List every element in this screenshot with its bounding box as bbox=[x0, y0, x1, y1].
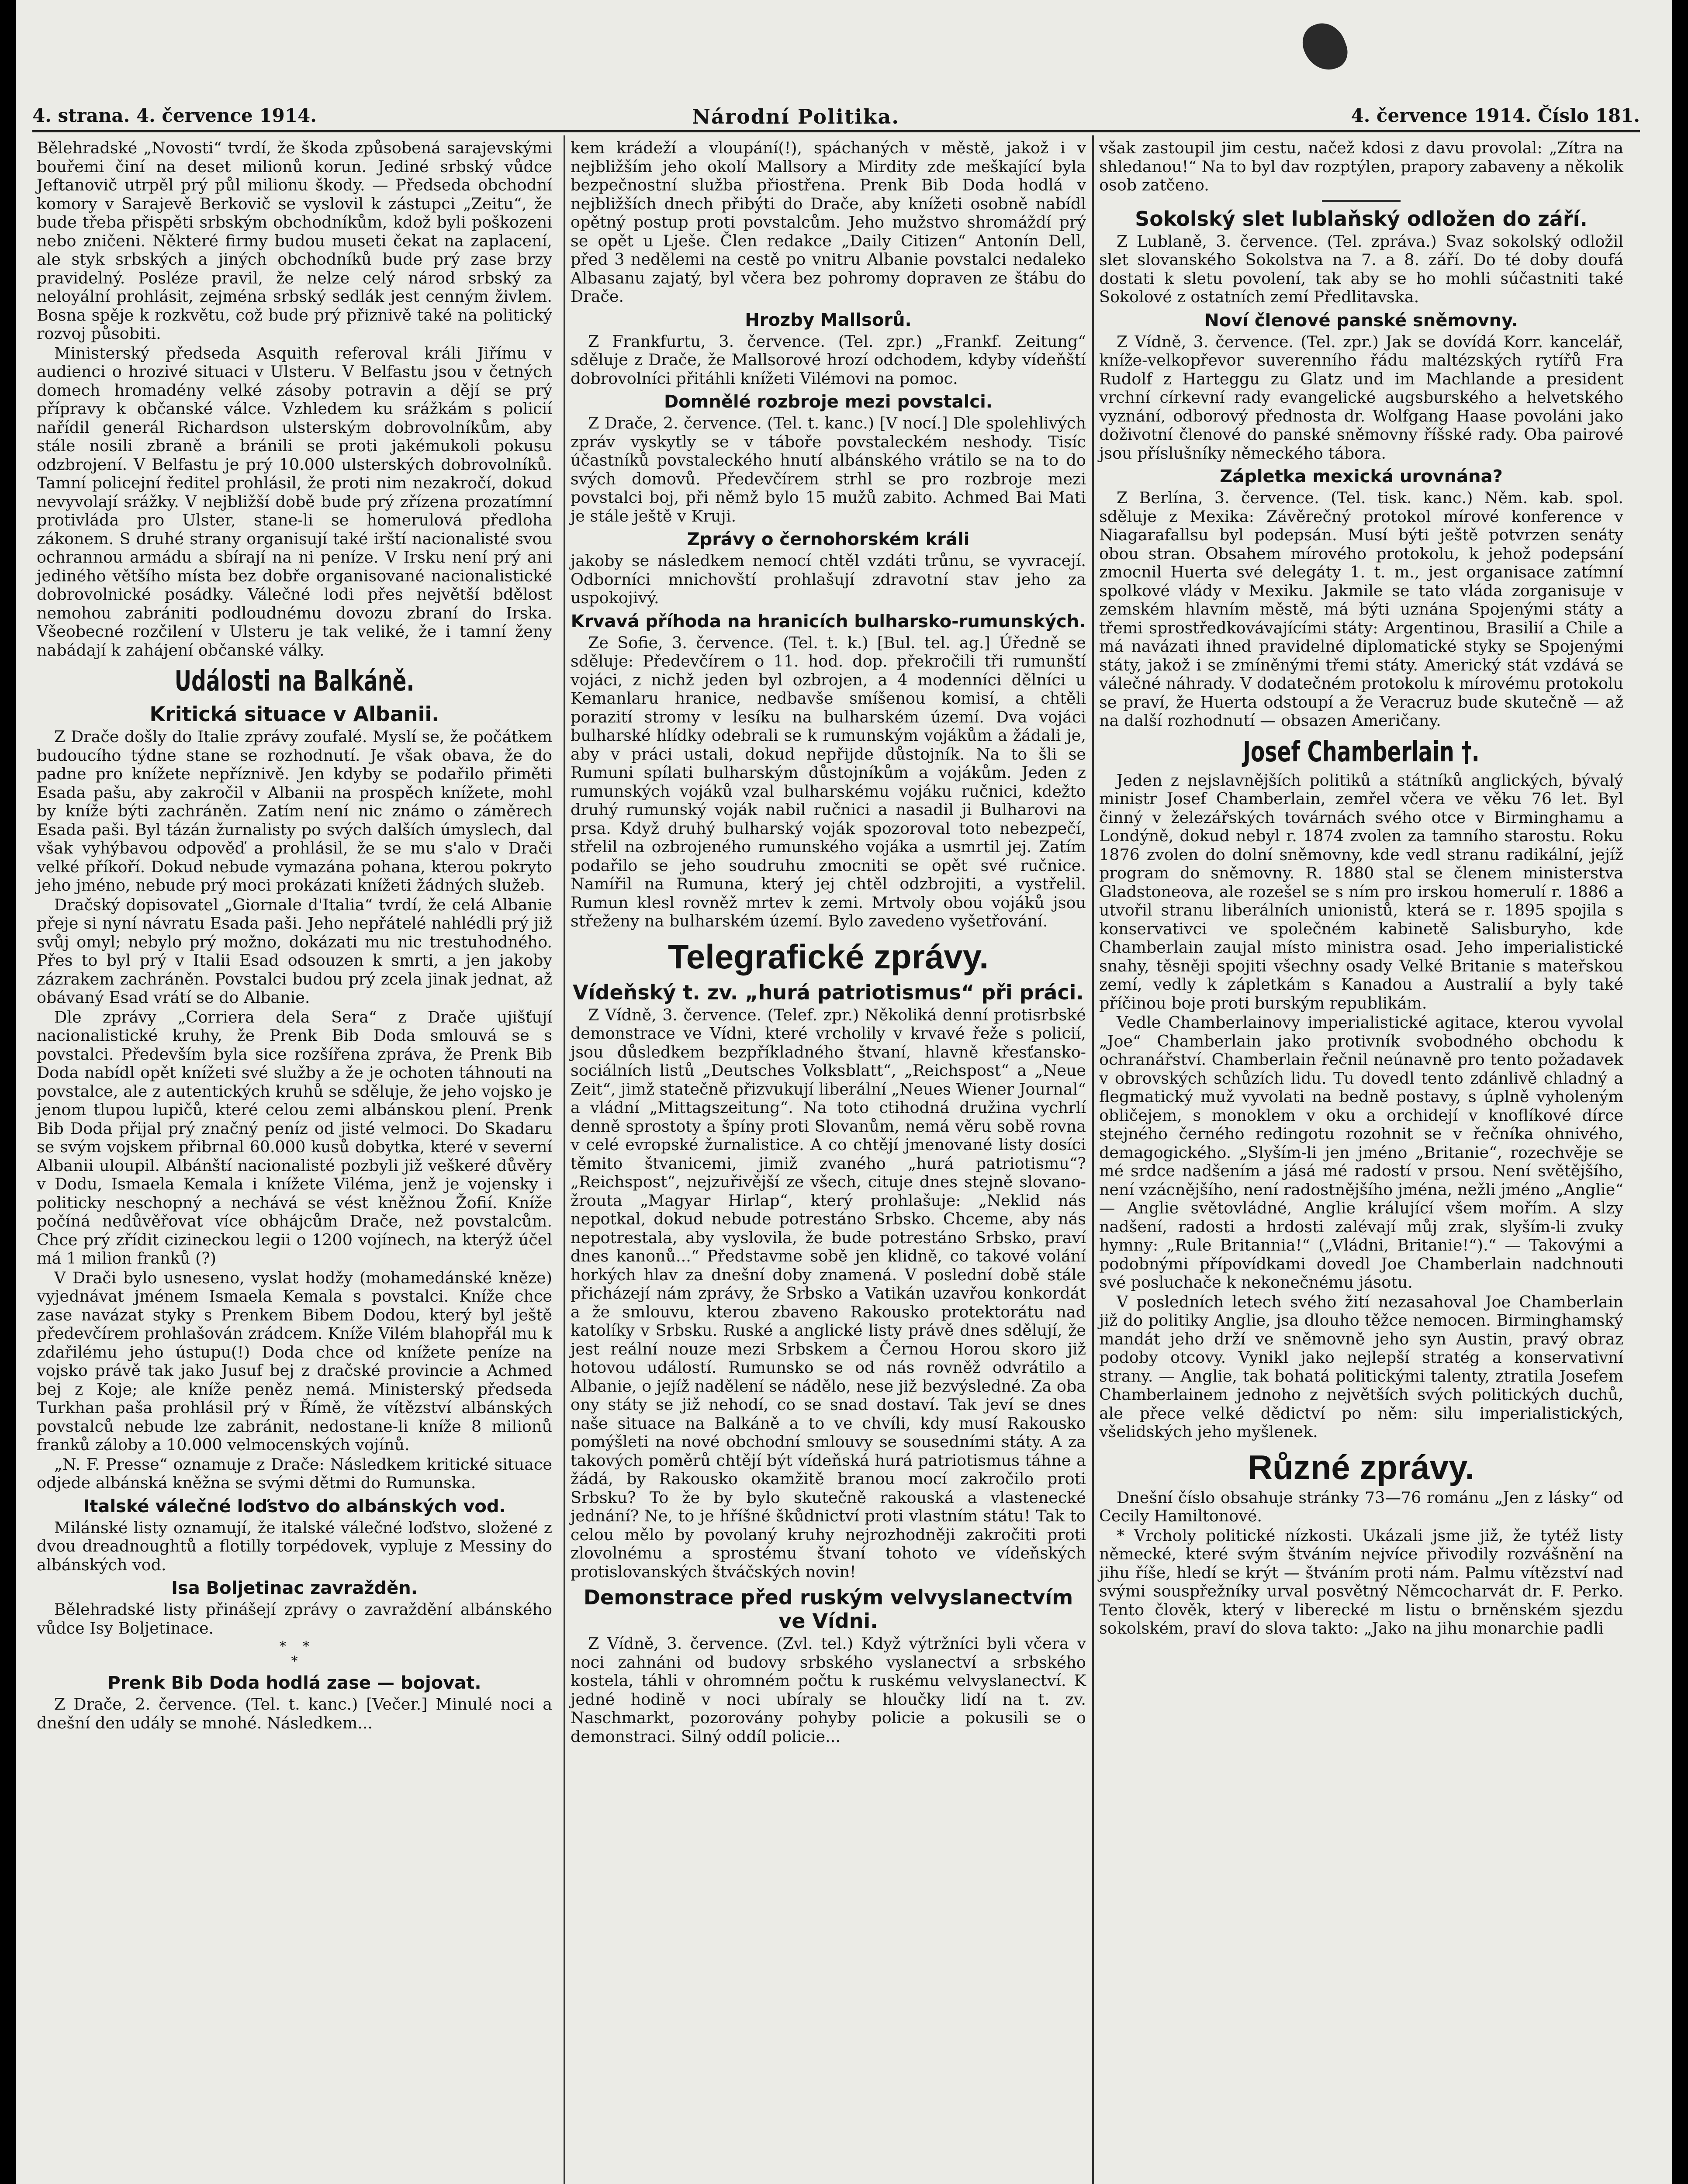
article-heading: Zápletka mexická urovnána? bbox=[1220, 467, 1503, 487]
article-paragraph: Z Drače, 2. července. (Tel. t. kanc.) [Večer.] Minulé noci a dnešní den udály se mnohé. Následkem... bbox=[37, 1695, 552, 1732]
column-1 bbox=[37, 139, 552, 1733]
article-paragraph: Dnešní číslo obsahuje stránky 73—76 románu „Jen z lásky“ od Cecily Hamiltonové. bbox=[1099, 1488, 1623, 1525]
article-paragraph: jakoby se následkem nemocí chtěl vzdáti trůnu, se vyvracejí. Odborníci mnichovští prohlašují zdravotní stav jeho za uspokojivý. bbox=[571, 551, 1086, 607]
article-paragraph: V Drači bylo usneseno, vyslat hodžy (mohamedánské kněze) vyjednávat jménem Ismaela Kemala s povstalci. Kníže chce zase navázat styky s Prenkem Bibem Dodou, který byl ještě předevčírem prohlašován zrádcem. Kníže Vilém blahopřál mu k zdařilému jeho ústupu(!) Doda chce od knížete peníze na vojsko právě tak jako Jusuf bej z dračské provincie a Achmed bej z Koje; ale kníže peněz nemá. Ministerský předseda Turkhan paša prohlásil prý v Římě, že vítězství albánských povstalců nebude lze zabránit, nedostane-li kníže 8 milionů franků záloby a 10.000 velmocenských vojínů. bbox=[37, 1268, 552, 1454]
section-heading-telegraph: Telegrafické zprávy. bbox=[668, 937, 989, 976]
article-heading: Isa Boljetinac zavražděn. bbox=[171, 1578, 418, 1598]
article-heading: Noví členové panské sněmovny. bbox=[1204, 310, 1518, 331]
column-rule-1 bbox=[564, 135, 565, 2184]
column-2 bbox=[571, 139, 1086, 1747]
article-paragraph: Jeden z nejslavnějších politiků a státníků anglických, bývalý ministr Josef Chamberlain, zemřel včera ve věku 76 let. Byl činný v železářských továrnách svého otce v Birminghamu a Londýně, dokud nebyl r. 1874 zvolen za tamního starostu. Roku 1876 zvolen do dolní sněmovny, kde vedl stranu radikální, jejíž program do sněmovny. R. 1880 stal se členem ministerstva Gladstoneova, ale rozešel se s ním pro irskou homerulí r. 1886 a utvořil stranu liberálních unionistů, která se r. 1895 spojila s konservativci ve společném kabinetě Salisburyho, kde Chamberlain zaujal místo ministra osad. Jeho imperialistické snahy, těsněji spojiti všechny osady Velké Britanie s mateřskou zemí, vedly k zápletkám s Kanadou a Australií a byly také příčinou boje proti burským republikám. bbox=[1099, 771, 1623, 1013]
article-heading: Prenk Bib Doda hodlá zase — bojovat. bbox=[107, 1673, 481, 1693]
header-date-left: 4. strana. 4. července 1914. bbox=[32, 105, 317, 126]
article-paragraph: Bělehradské listy přinášejí zprávy o zavraždění albánského vůdce Isy Boljetinace. bbox=[37, 1600, 552, 1638]
section-heading-misc: Různé zprávy. bbox=[1248, 1448, 1475, 1486]
article-heading: Zprávy o černohorském králi bbox=[687, 529, 970, 549]
article-heading: Kritická situace v Albanii. bbox=[149, 702, 439, 726]
article-heading: Vídeňský t. zv. „hurá patriotismus“ při práci. bbox=[573, 980, 1084, 1004]
article-heading: Demonstrace před ruským velvyslanectvím ve Vídni. bbox=[583, 1586, 1073, 1633]
article-paragraph: Dle zprávy „Corriera dela Sera“ z Drače ujišťují nacionalistické kruhy, že Prenk Bib Doda smlouvá se s povstalci. Především byla sice rozšířena zpráva, že Prenk Bib Doda nabídl opět knížeti své služby a že je ochoten táhnouti na povstalce, ale z autentických kruhů se sděluje, že jeho vojsko je jenom tlupou lupičů, které celou zemi albánskou plení. Prenk Bib Doda přijal prý značný peníz od jisté velmoci. Do Skadaru se svým vojskem přibrnal 60.000 kusů dobytka, které v severní Albanii uloupil. Albánští nacionalisté pozbyli již veškeré důvěry v Dodu, Ismaela Kemala i knížete Viléma, jenž je vojensky i politicky neschopný a nechává se vést kněžnou Žofií. Kníže počíná nedůvěřovat více obhájcům Drače, než povstalcům. Chce prý zřídit cizineckou legii o 1200 vojínech, na kterýž účel má 1 milion franků (?) bbox=[37, 1007, 552, 1268]
article-paragraph: Z Drače, 2. července. (Tel. t. kanc.) [V nocí.] Dle spolehlivých zpráv vyskytly se v táboře povstaleckém neshody. Tisíc účastníků povstaleckého hnutí albánského vrátilo se na to do svých domovů. Předevčírem strhl se pro rozbroje mezi povstalci boj, při němž bylo 15 mužů zabito. Achmed Bai Mati je stále ještě v Kruji. bbox=[571, 414, 1086, 525]
article-heading: Domnělé rozbroje mezi povstalci. bbox=[664, 392, 993, 412]
column-rule-2 bbox=[1092, 135, 1094, 2184]
article-paragraph: však zastoupil jim cestu, načež kdosi z davu provolal: „Zítra na shledanou!“ Na to byl dav rozptýlen, prapory zabaveny a několik osob zatčeno. bbox=[1099, 138, 1623, 194]
article-paragraph: Z Vídně, 3. července. (Tel. zpr.) Jak se dovídá Korr. kancelář, kníže-velkopřevor suverenního řádu maltézských rytířů Fra Rudolf z Harteggu zu Glatz und im Machlande a president vrchní církevní rady evangelické augsburského a helvetského vyznání, odborový přednosta dr. Wolfgang Haase povoláni jako doživotní členové do panské sněmovny říšské rady. Oba pairové jsou příslušníky německého tábora. bbox=[1099, 332, 1623, 463]
separator-asterisks: * * * bbox=[279, 1639, 310, 1669]
header-date-issue: 4. července 1914. Číslo 181. bbox=[1351, 105, 1640, 126]
masthead-title: Národní Politika. bbox=[692, 105, 900, 128]
article-paragraph: Z Berlína, 3. července. (Tel. tisk. kanc.) Něm. kab. spol. sděluje z Mexika: Závěrečný protokol mírové konference v Niagarafallsu byl podepsán. Musí býti ještě potvrzen senáty obou stran. Obsahem mírového protokolu, k jehož podepsání zmocnil Huerta své delegáty 1. t. m., jest organisace zatímní spolkové vlády v Mexiku. Jakmile se tato vláda zorganisuje v zemském hlavním městě, má býti uznána Spojenými státy a třemi sprostředkovávajícími státy: Argentinou, Brasilií a Chile a má navázati ihned pravidelné diplomatické styky se Spojenými státy, jakož i se zmíněnými třemi státy. Americký stát vzdává se válečné náhrady. V dodatečném protokolu k mírovému protokolu se praví, že Huerta odstoupí a že Veracruz bude skutečně — až na další rozhodnutí — obsazen Američany. bbox=[1099, 488, 1623, 730]
column-3 bbox=[1099, 139, 1623, 1639]
article-heading: Hrozby Mallsorů. bbox=[745, 310, 912, 330]
article-paragraph: Milánské listy oznamují, že italské válečné loďstvo, složené z dvou dreadnoughtů a flotilly torpédovek, vypluje z Messiny do albánských vod. bbox=[37, 1518, 552, 1574]
article-heading: Sokolský slet lublaňský odložen do září. bbox=[1135, 207, 1588, 231]
article-paragraph: Ministerský předseda Asquith referoval králi Jiřímu v audienci o hrozivé situaci v Ulsteru. V Belfastu jsou v četných domech hromadény velké zásoby potravin a dějí se prý přípravy k občanské válce. Vzhledem ku srážkám s policií nařídil generál Richardson ulsterským dobrovolníkům, aby stále nosili zbraně a bránili se proti jakémukoli pokusu odzbrojení. V Belfastu je prý 10.000 ulsterských dobrovolníků. Tamní policejní ředitel prohlásil, že proti nim nezakročí, dokud nevyvolají srážky. V nejbližší době bude prý zřízena prozatímní protivláda pro Ulster, stane-li se homerulová předloha zákonem. S druhé strany organisují také irští nacionalisté svou ochrannou armádu a sbírají na ni peníze. V Irsku není prý ani jediného většího místa bez dobře organisované nacionalistické dobrovolnické posádky. Válečné lodi přes největší bdělost nemohou zabrániti podloudnému dovozu zbraní do Irska. Všeobecné rozčilení v Ulsteru je tak veliké, že i tamní ženy nabádají k zahájení občanské války. bbox=[37, 343, 552, 660]
article-heading: Italské válečné loďstvo do albánských vod. bbox=[83, 1496, 506, 1517]
article-paragraph: Z Vídně, 3. července. (Telef. zpr.) Několiká denní protisrbské demonstrace ve Vídni, které vrcholily v krvavé řeže s policií, jsou důsledkem bezpříkladného štvaní, hlavně křesťansko-sociálních listů „Deutsches Volksblatt“, „Reichspost“ a „Neue Zeit“, jimž statečně přizvukují liberální „Neues Wiener Journal“ a vládní „Mittagszeitung“. Na toto ctihodná družina vychrlí denně sprostoty a špíny proti Slovanům, nemá věru sobě rovna v celé evropské žurnalistice. A co chtějí jmenované listy dosíci těmito štvanicemi, jimiž zvaného „hurá patriotismu“? „Reichspost“, nejzuřivější ze všech, cituje dnes stejně slovano-žrouta „Magyar Hirlap“, který prohlašuje: „Neklid nás nepotkal, dokud nebude potrestáno Srbsko. Chceme, aby nás nepotrestala, aby vyslovila, že bude potrestáno Srbsko, praví dnes kanonů...“ Představme sobě jen klidně, co takové volání horkých hlav za dnešní doby znamená. V poslední době stále přicházejí nám zprávy, že Srbsko a Vatikán uzavřou konkordát a že smlouvu, kterou zbaveno Rakousko protektorátu nad katolíky v Srbsku. Ruské a anglické listy právě dnes sdělují, že jest reální nouze mezi Srbskem a Černou Horou skoro již hotovou událostí. Rumunsko se od nás rovněž odvrátilo a Albanie, o jejíž nadělení se nádělo, nese již bezvýsledné. Za oba ony státy se již nehodí, co se snad dostaví. Tak jeví se dnes naše situace na Balkáně a to ve chvíli, kdy musí Rakousko pomýšleti na nové obchodní smlouvy se sousedními státy. A za takových poměrů chtějí být vídeňská hurá patriotismus táhne a žádá, by Rakousko okamžitě branou mocí zakročilo proti Srbsku? To že by bylo skutečně rakouská a vlastenecké jednání? Ne, to je hříšné škůdnictví proti vlastním státu! Tak to celou mělo by povolaný kruhy nejrozhodněji zakročiti proti zlovolnému a sprostému štvaní tohoto ve vídeňských protislovanských štváčských novin! bbox=[571, 1005, 1086, 1581]
article-paragraph: Vedle Chamberlainovy imperialistické agitace, kterou vyvolal „Joe“ Chamberlain jako protivník svobodného obchodu k ochranářství. Chamberlain řečnil neúnavně pro tento požadavek v obrovských schůzích lidu. Tu dovedl tento zdánlivě chladný a flegmatický muž vyvolati na bedně postavy, s úplně vyholeným obličejem, s monoklem v oku a orchidejí v knoflíkové dírce stejného černého redingotu rozohnit se v řečníka ohnivého, demagogického. „Slyším-li jen jméno „Britanie“, rozechvěje se mé srdce nadšením a jásá mé radostí v prsou. Není světějšího, není vzácnějšího, není radostnějšího jména, nežli jméno „Anglie“ — Anglie světovládné, Anglie králující všem mořím. A slzy nadšení, radosti a hrdosti zalévají můj zrak, slyším-li zvuky hymny: „Rule Britannia!“ („Vládni, Britanie!“).“ — Takovými a podobnými přípovídkami dovedl Joe Chamberlain nadchnouti své posluchače k nekonečnému jásotu. bbox=[1099, 1013, 1623, 1292]
header-rule bbox=[32, 130, 1640, 132]
article-heading: Krvavá příhoda na hranicích bulharsko-rumunských. bbox=[571, 611, 1086, 632]
divider bbox=[1322, 200, 1401, 202]
article-paragraph: Dračský dopisovatel „Giornale d'Italia“ tvrdí, že celá Albanie přeje si nyní návratu Esada paši. Jeho nepřátelé nahlédli prý již svůj omyl; nebylo prý možno, dokázati mu nic trestuhodného. Přes to byl prý v Italii Esad odsouzen k smrti, a jen jakoby zázrakem zachráněn. Povstalci budou prý zcela jinak jednat, až obávaný Esad vrátí se do Albanie. bbox=[37, 895, 552, 1007]
article-paragraph: Z Vídně, 3. července. (Zvl. tel.) Když výtržníci byli včera v noci zahnáni od budovy srbského vyslanectví a srbského kostela, táhli v ohromném počtu k ruskému velvyslanectví. K jedné hodině v noci ubíraly se hloučky lidí na t. zv. Naschmarkt, pozorovány pohyby policie a pokusili se o demonstraci. Silný oddíl policie... bbox=[571, 1634, 1086, 1746]
section-heading-balkan: Události na Balkáně. bbox=[174, 665, 415, 698]
article-paragraph: Ze Sofie, 3. července. (Tel. t. k.) [Bul. tel. ag.] Úředně se sděluje: Předevčírem o 11. hod. dop. překročili tři rumunští vojáci, z nichž jeden byl ozbrojen, a 4 modenníci dělníci u Kemanlaru hranice, nedbavše smíšenou komisí, a chtěli porazití stromy v lesíku na bulharském území. Dva vojáci bulharské hlídky odebrali se k rumunským vojákům a žádali je, aby v práci ustali, dokud nepřijde důstojník. Na to šli se Rumuni spílati bulharským důstojníkům a vojákům. Jeden z rumunských vojáků vzal bulharskému vojáku ručnici, kdežto druhý rumunský voják nabil ručnici a nasadil ji Bulharovi na prsa. Když druhý bulharský voják spozoroval toto nebezpečí, střelil na ozbrojeného rumunského vojáka a usmrtil jej. Zatím podařilo se jeho soudruhu zmocniti se opět své ručnice. Namířil na Rumuna, který jej chtěl odzbrojiti, a vystřelil. Rumun klesl rovněž mrtev k zemi. Mrtvoly obou vojáků jsou střeženy na bulharském území. Bylo zavedeno vyšetřování. bbox=[571, 633, 1086, 930]
article-paragraph: Z Frankfurtu, 3. července. (Tel. zpr.) „Frankf. Zeitung“ sděluje z Drače, že Mallsorové hrozí odchodem, kdyby vídeňští dobrovolníci přitáhli knížeti Vilémovi na pomoc. bbox=[571, 332, 1086, 388]
page-header bbox=[32, 105, 1640, 127]
article-paragraph: Z Drače došly do Italie zprávy zoufalé. Myslí se, že počátkem budoucího týdne stane se rozhodnutí. Je však obava, že do padne pro knížete nepříznivě. Jen kdyby se podařilo přiměti Esada pašu, aby zakročil v Albanii na prospěch knížete, mohl by kníže býti zachráněn. Zatím není nic známo o záměrech Esada paši. Byl tázán žurnalisty po svých dalších úmyslech, dal však vyhýbavou odpověď a prohlásil, že se mu s'alo v Drači velké příkoří. Dokud nebude vymazána pohana, kterou pokryto jeho jméno, nebude prý moci prokázati knížeti žádných služeb. bbox=[37, 727, 552, 895]
article-paragraph: V posledních letech svého žití nezasahoval Joe Chamberlain již do politiky Anglie, jsa dlouho těžce nemocen. Birminghamský mandát jeho drží ve sněmovně jeho syn Austin, pravý obraz podoby otcovy. Vynikl jako nejlepší stratég a konservativní strany. — Anglie, tak bohatá politickými talenty, ztratila Josefem Chamberlainem jednoho z největších svých politických duchů, ale přece velké dědictví po něm: silu imperialistických, všelidských jeho myšlenek. bbox=[1099, 1292, 1623, 1441]
article-heading: Josef Chamberlain †. bbox=[1243, 736, 1480, 768]
article-paragraph: „N. F. Presse“ oznamuje z Drače: Následkem kritické situace odjede albánská kněžna se svými dětmi do Rumunska. bbox=[37, 1455, 552, 1492]
article-paragraph: Bělehradské „Novosti“ tvrdí, že škoda způsobená sarajevskými bouřemi činí na deset milionů korun. Jediné srbský vůdce Jeftanovič utrpěl prý půl milionu škody. — Předseda obchodní komory v Sarajevě Berkovič se vyslovil k zástupci „Zeitu“, že bude třeba přispěti srbským obchodníkům, kdož byli poškozeni nebo zničeni. Některé firmy budou museti čekat na zaplacení, ale styk srbských a jiných obchodníků bude prý zase brzy pravidelný. Posléze pravil, že nelze celý národ srbský za neloyální prohlásit, zejména srbský sedlák jest cenným živlem. Bosna spěje k rozkvětu, což bude prý přiznivě také na politický rozvoj působiti. bbox=[37, 138, 552, 343]
article-paragraph: kem krádeží a vloupání(!), spáchaných v městě, jakož i v nejbližším jeho okolí Mallsory a Mirdity zde meškající byla bezpečnostní služba přiostřena. Prenk Bib Doda hodlá v nejbližších dnech přibýti do Drače, aby knížeti osobně nabídl opětný postup proti povstalcům. Jeho mužstvo shromáždí prý se opět u Lješe. Člen redakce „Daily Citizen“ Antonín Dell, před 3 nedělemi na cestě po vnitru Albanie povstalci nedaleko Albasanu zajatý, byl včera bez pohromy dopraven ze štábu do Drače. bbox=[571, 138, 1086, 306]
article-paragraph: * Vrcholy politické nízkosti. Ukázali jsme již, že tytéž listy německé, které svým štváním nejvíce přivodily rozvášnění na jihu říše, hledí se krýt — štváním proti nám. Palmu vítězství nad svými souspřežníky urval posvětný Němcocharvát dr. F. Perko. Tento člověk, který v liberecké m listu o brněnském sjezdu sokolském, praví do slova takto: „Jako na jihu monarchie padli bbox=[1099, 1526, 1623, 1638]
article-paragraph: Z Lublaně, 3. července. (Tel. zpráva.) Svaz sokolský odložil slet slovanského Sokolstva na 7. a 8. září. Do té doby doufá dostati k sletu povolení, tak aby se ho mohli súčastniti také Sokolové z ostatních zemí Předlitavska. bbox=[1099, 232, 1623, 306]
